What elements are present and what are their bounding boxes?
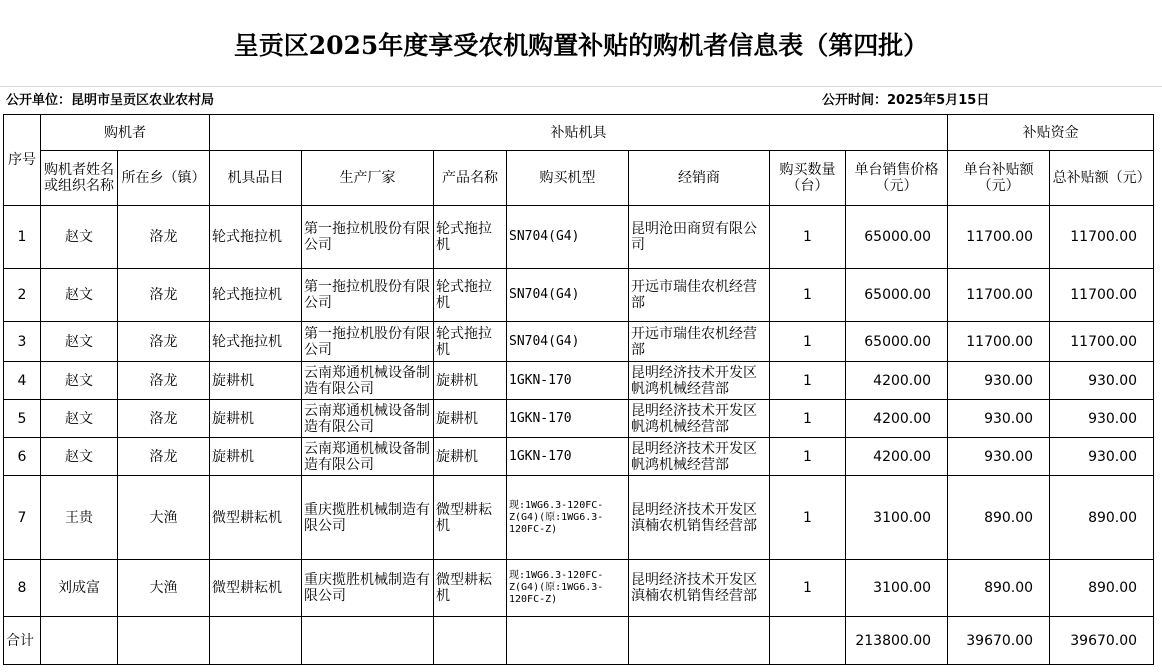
cell-qty: 1 — [770, 400, 846, 438]
cell-category: 微型耕耘机 — [210, 560, 302, 617]
cell-dealer: 昆明经济技术开发区滇楠农机销售经营部 — [629, 560, 770, 617]
cell-total-subsidy: 11700.00 — [1050, 206, 1154, 269]
table-row — [4, 362, 1154, 400]
cell-unit-subsidy: 930.00 — [948, 438, 1050, 476]
cell-seq: 2 — [4, 269, 41, 322]
header-model: 购买机型 — [507, 151, 629, 206]
cell-town: 大渔 — [118, 560, 210, 617]
cell-product: 微型耕耘机 — [434, 476, 507, 560]
cell-town: 洛龙 — [118, 438, 210, 476]
cell-qty: 1 — [770, 206, 846, 269]
cell-seq: 7 — [4, 476, 41, 560]
cell-product: 轮式拖拉机 — [434, 322, 507, 362]
header-unit-subsidy: 单台补贴额（元） — [948, 151, 1050, 206]
total-empty-cell — [434, 617, 507, 665]
total-unit-subsidy: 39670.00 — [948, 617, 1050, 665]
cell-unit-subsidy: 890.00 — [948, 476, 1050, 560]
cell-category: 微型耕耘机 — [210, 476, 302, 560]
cell-model: SN704(G4) — [507, 322, 629, 362]
cell-category: 旋耕机 — [210, 362, 302, 400]
cell-manufacturer: 云南郑通机械设备制造有限公司 — [302, 362, 434, 400]
cell-total-subsidy: 930.00 — [1050, 400, 1154, 438]
cell-buyer-name: 赵文 — [41, 269, 118, 322]
header-product: 产品名称 — [434, 151, 507, 206]
cell-product: 微型耕耘机 — [434, 560, 507, 617]
cell-product: 轮式拖拉机 — [434, 206, 507, 269]
cell-manufacturer: 第一拖拉机股份有限公司 — [302, 206, 434, 269]
header-manufacturer: 生产厂家 — [302, 151, 434, 206]
cell-category: 轮式拖拉机 — [210, 322, 302, 362]
publish-date-text: 公开时间：2025年5月15日 — [822, 93, 990, 108]
cell-dealer: 昆明沧田商贸有限公司 — [629, 206, 770, 269]
cell-category: 轮式拖拉机 — [210, 206, 302, 269]
total-empty-cell — [770, 617, 846, 665]
cell-seq: 5 — [4, 400, 41, 438]
cell-qty: 1 — [770, 476, 846, 560]
total-unit-price: 213800.00 — [846, 617, 948, 665]
header-unit-price: 单台销售价格（元） — [846, 151, 948, 206]
cell-unit-price: 4200.00 — [846, 362, 948, 400]
cell-manufacturer: 重庆揽胜机械制造有限公司 — [302, 560, 434, 617]
page-title: 呈贡区2025年度享受农机购置补贴的购机者信息表（第四批） — [233, 31, 929, 60]
table-row — [4, 400, 1154, 438]
table-row — [4, 476, 1154, 560]
cell-unit-price: 3100.00 — [846, 560, 948, 617]
cell-model: 现:1WG6.3-120FC-Z(G4)(原:1WG6.3-120FC-Z) — [507, 476, 629, 560]
cell-buyer-name: 赵文 — [41, 362, 118, 400]
header-seq: 序号 — [4, 115, 41, 206]
cell-buyer-name: 赵文 — [41, 322, 118, 362]
cell-model: 1GKN-170 — [507, 400, 629, 438]
cell-seq: 8 — [4, 560, 41, 617]
cell-buyer-name: 赵文 — [41, 206, 118, 269]
cell-dealer: 昆明经济技术开发区帆鸿机械经营部 — [629, 400, 770, 438]
subsidy-table — [3, 114, 1154, 665]
cell-model: 1GKN-170 — [507, 438, 629, 476]
header-dealer: 经销商 — [629, 151, 770, 206]
cell-unit-subsidy: 930.00 — [948, 400, 1050, 438]
total-empty-cell — [118, 617, 210, 665]
table-row — [4, 438, 1154, 476]
total-row — [4, 617, 1154, 665]
cell-category: 轮式拖拉机 — [210, 269, 302, 322]
cell-unit-subsidy: 11700.00 — [948, 269, 1050, 322]
cell-dealer: 开远市瑞佳农机经营部 — [629, 322, 770, 362]
cell-model: 1GKN-170 — [507, 362, 629, 400]
cell-town: 洛龙 — [118, 206, 210, 269]
cell-qty: 1 — [770, 322, 846, 362]
cell-dealer: 昆明经济技术开发区滇楠农机销售经营部 — [629, 476, 770, 560]
table-row — [4, 206, 1154, 269]
divider — [0, 86, 1162, 87]
cell-total-subsidy: 11700.00 — [1050, 322, 1154, 362]
cell-product: 旋耕机 — [434, 362, 507, 400]
cell-buyer-name: 赵文 — [41, 400, 118, 438]
cell-category: 旋耕机 — [210, 400, 302, 438]
cell-model: SN704(G4) — [507, 269, 629, 322]
cell-dealer: 昆明经济技术开发区帆鸿机械经营部 — [629, 362, 770, 400]
total-label: 合计 — [4, 617, 41, 665]
total-empty-cell — [41, 617, 118, 665]
table-row — [4, 560, 1154, 617]
total-empty-cell — [302, 617, 434, 665]
header-machine-group: 补贴机具 — [210, 115, 948, 151]
total-empty-cell — [507, 617, 629, 665]
total-total-subsidy: 39670.00 — [1050, 617, 1154, 665]
cell-manufacturer: 第一拖拉机股份有限公司 — [302, 322, 434, 362]
table-row — [4, 322, 1154, 362]
table-row — [4, 269, 1154, 322]
cell-town: 洛龙 — [118, 362, 210, 400]
cell-product: 旋耕机 — [434, 400, 507, 438]
cell-unit-price: 4200.00 — [846, 438, 948, 476]
header-category: 机具品目 — [210, 151, 302, 206]
cell-manufacturer: 云南郑通机械设备制造有限公司 — [302, 400, 434, 438]
header-total-subsidy: 总补贴额（元） — [1050, 151, 1154, 206]
cell-town: 大渔 — [118, 476, 210, 560]
cell-product: 轮式拖拉机 — [434, 269, 507, 322]
cell-dealer: 昆明经济技术开发区帆鸿机械经营部 — [629, 438, 770, 476]
cell-unit-price: 65000.00 — [846, 322, 948, 362]
cell-dealer: 开远市瑞佳农机经营部 — [629, 269, 770, 322]
cell-unit-subsidy: 890.00 — [948, 560, 1050, 617]
cell-qty: 1 — [770, 560, 846, 617]
cell-manufacturer: 第一拖拉机股份有限公司 — [302, 269, 434, 322]
cell-total-subsidy: 11700.00 — [1050, 269, 1154, 322]
cell-category: 旋耕机 — [210, 438, 302, 476]
cell-qty: 1 — [770, 362, 846, 400]
cell-manufacturer: 重庆揽胜机械制造有限公司 — [302, 476, 434, 560]
cell-product: 旋耕机 — [434, 438, 507, 476]
cell-buyer-name: 赵文 — [41, 438, 118, 476]
cell-total-subsidy: 890.00 — [1050, 560, 1154, 617]
cell-seq: 1 — [4, 206, 41, 269]
header-qty: 购买数量（台） — [770, 151, 846, 206]
cell-town: 洛龙 — [118, 322, 210, 362]
cell-model: 现:1WG6.3-120FC-Z(G4)(原:1WG6.3-120FC-Z) — [507, 560, 629, 617]
cell-town: 洛龙 — [118, 400, 210, 438]
cell-total-subsidy: 930.00 — [1050, 438, 1154, 476]
cell-qty: 1 — [770, 269, 846, 322]
header-fund-group: 补贴资金 — [948, 115, 1154, 151]
header-town: 所在乡（镇） — [118, 151, 210, 206]
header-buyer-group: 购机者 — [41, 115, 210, 151]
cell-seq: 3 — [4, 322, 41, 362]
publisher-text: 公开单位：昆明市呈贡区农业农村局 — [6, 93, 215, 108]
cell-unit-price: 65000.00 — [846, 269, 948, 322]
cell-buyer-name: 刘成富 — [41, 560, 118, 617]
cell-manufacturer: 云南郑通机械设备制造有限公司 — [302, 438, 434, 476]
cell-unit-price: 4200.00 — [846, 400, 948, 438]
cell-town: 洛龙 — [118, 269, 210, 322]
cell-unit-subsidy: 11700.00 — [948, 206, 1050, 269]
cell-total-subsidy: 890.00 — [1050, 476, 1154, 560]
cell-model: SN704(G4) — [507, 206, 629, 269]
total-empty-cell — [210, 617, 302, 665]
cell-unit-price: 3100.00 — [846, 476, 948, 560]
cell-qty: 1 — [770, 438, 846, 476]
cell-seq: 6 — [4, 438, 41, 476]
cell-unit-subsidy: 11700.00 — [948, 322, 1050, 362]
header-buyer-name: 购机者姓名或组织名称 — [41, 151, 118, 206]
cell-unit-price: 65000.00 — [846, 206, 948, 269]
cell-seq: 4 — [4, 362, 41, 400]
cell-unit-subsidy: 930.00 — [948, 362, 1050, 400]
cell-total-subsidy: 930.00 — [1050, 362, 1154, 400]
total-empty-cell — [629, 617, 770, 665]
cell-buyer-name: 王贵 — [41, 476, 118, 560]
